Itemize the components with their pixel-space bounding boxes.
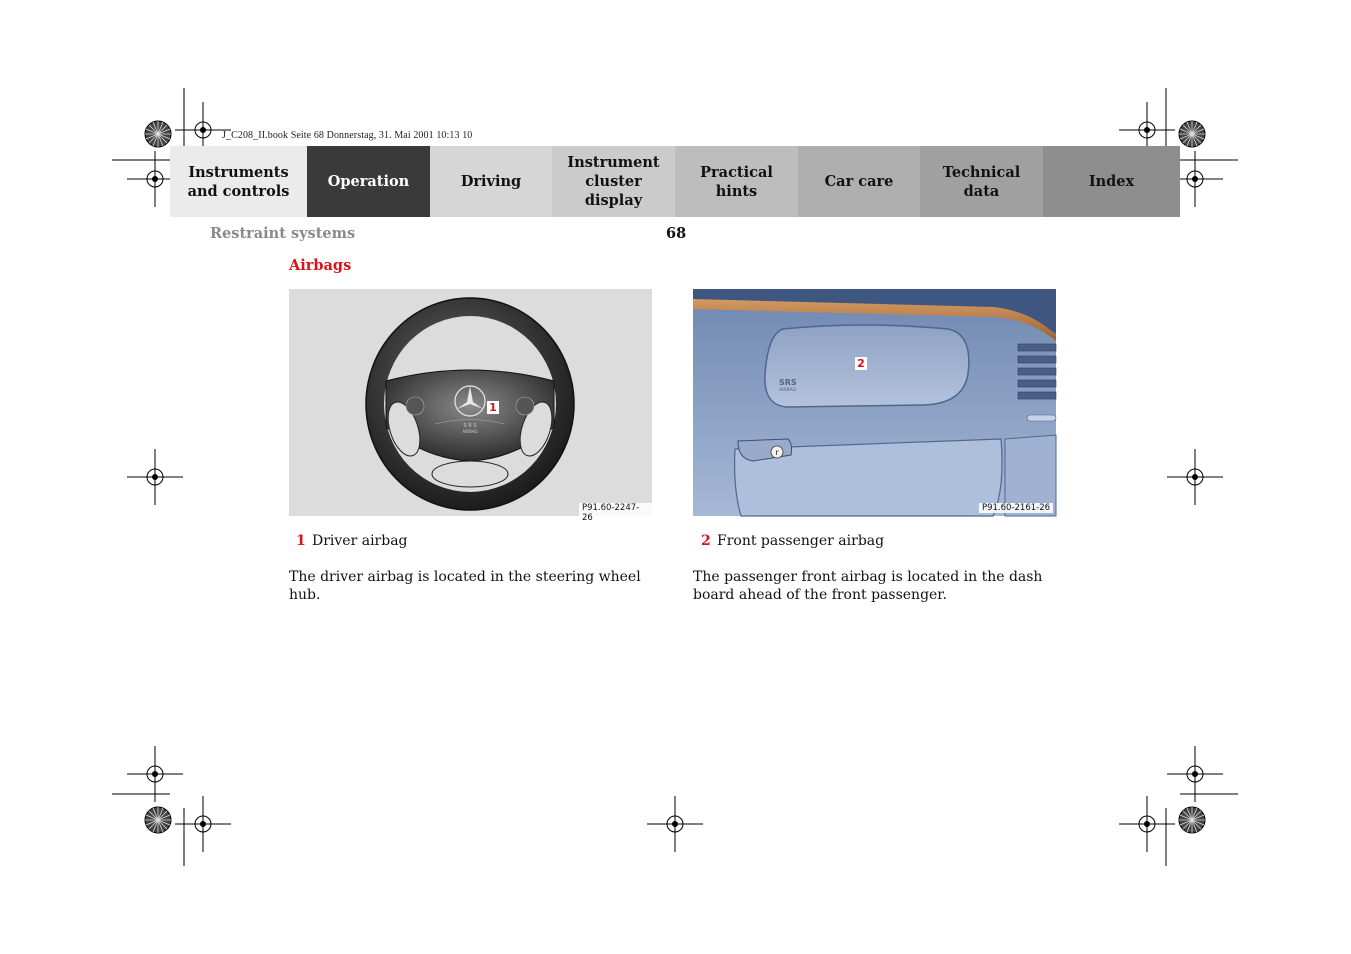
tab-practical-hints[interactable]: Practical hints — [675, 146, 798, 217]
figure-code: P91.60-2247-26 — [579, 503, 652, 523]
caption-number: 1 — [296, 533, 306, 549]
passenger-airbag-text: The passenger front airbag is located in the dash board ahead of the front passenger. — [693, 569, 1043, 603]
callout-2: 2 — [855, 357, 867, 370]
caption-text: Front passenger airbag — [717, 533, 885, 549]
svg-text:AIRBAG: AIRBAG — [462, 429, 478, 434]
page-heading: Airbags — [289, 257, 352, 274]
chapter-tabs — [170, 146, 1180, 217]
tab-driving[interactable]: Driving — [430, 146, 552, 217]
dashboard-figure — [693, 289, 1056, 516]
tab-instruments-and-controls[interactable]: Instruments and controls — [170, 146, 307, 217]
hub-label-text: S R S — [463, 423, 477, 429]
tab-operation[interactable]: Operation — [307, 146, 430, 217]
section-title: Restraint systems — [210, 225, 356, 242]
dashboard-illustration — [693, 289, 1056, 516]
caption-number: 2 — [701, 533, 711, 549]
tab-car-care[interactable]: Car care — [798, 146, 920, 217]
tab-index[interactable]: Index — [1043, 146, 1180, 217]
page-number: 68 — [666, 225, 687, 242]
glovebox-mark: r — [775, 448, 779, 457]
caption-passenger-airbag — [701, 533, 884, 549]
airbag-label: AIRBAG — [779, 388, 797, 393]
tab-technical-data[interactable]: Technical data — [920, 146, 1043, 217]
figure-code: P91.60-2161-26 — [979, 503, 1053, 513]
tab-instrument-cluster-display[interactable]: Instrument cluster display — [552, 146, 675, 217]
caption-text: Driver airbag — [312, 533, 408, 549]
print-info-line: J_C208_II.book Seite 68 Donnerstag, 31. Mai 2001 10:13 10 — [222, 130, 473, 141]
caption-driver-airbag — [296, 533, 408, 549]
steering-wheel-figure — [289, 289, 652, 523]
driver-airbag-text: The driver airbag is located in the steering wheel hub. — [289, 569, 641, 603]
callout-1: 1 — [487, 401, 499, 414]
steering-wheel-illustration — [289, 289, 652, 516]
srs-label: SRS — [779, 378, 797, 387]
